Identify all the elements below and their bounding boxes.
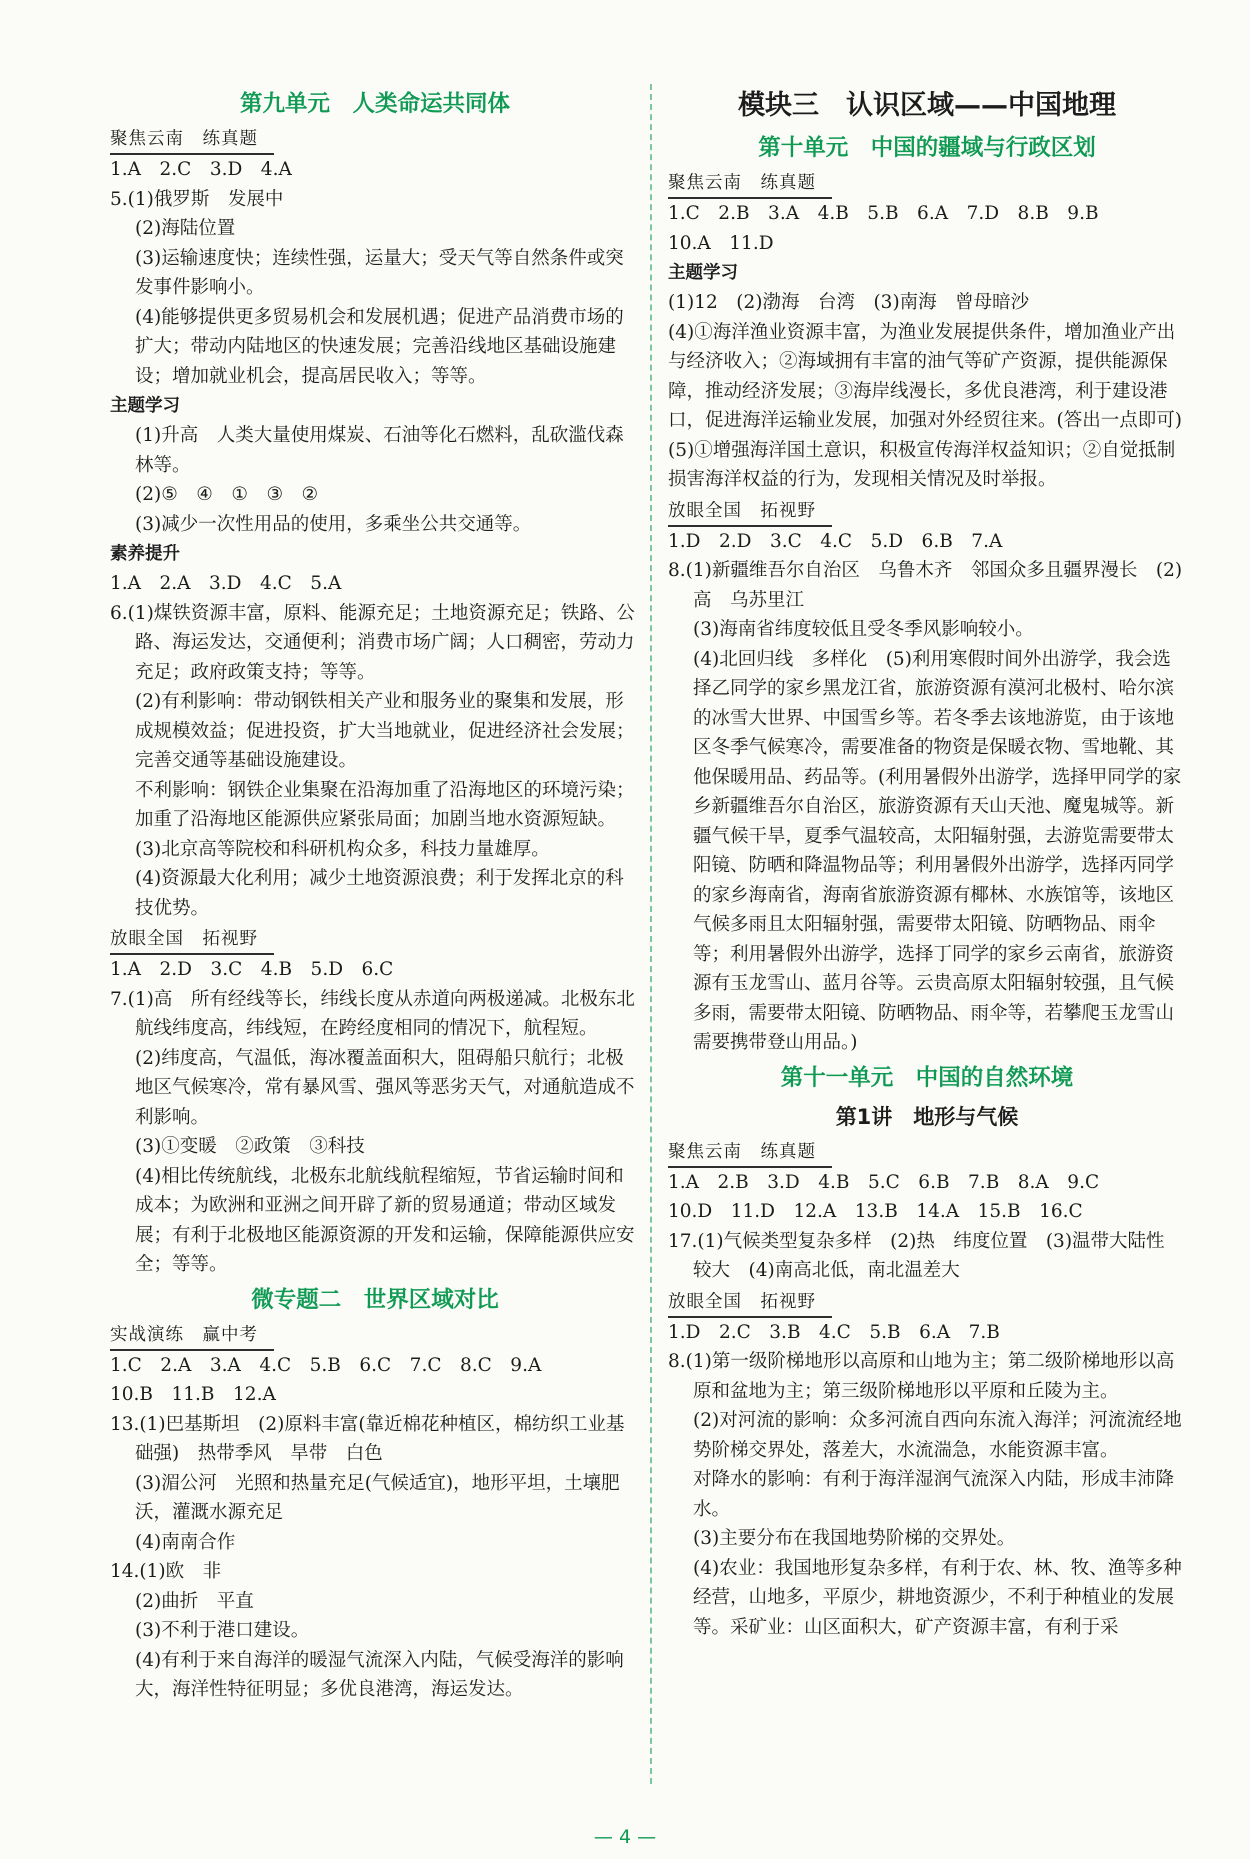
answer-line: (1)12 (2)渤海 台湾 (3)南海 曾母暗沙 [668,292,1030,313]
answer-line: (2)海陆位置 [135,218,236,239]
answer-line: 1.A 2.D 3.C 4.B 5.D 6.C [110,959,394,980]
answer-line: 10.A 11.D [668,232,774,254]
answer-line: 14.(1)欧 非 [110,1561,222,1582]
answer-line: 8.(1)新疆维吾尔自治区 乌鲁木齐 邻国众多且疆界漫长 (2)高 乌苏里江 [668,560,1183,611]
answer-line: 17.(1)气候类型复杂多样 (2)热 纬度位置 (3)温带大陆性 较大 (4)南高北低，南北温差大 [668,1230,1184,1281]
section-tag-yunnan: 聚焦云南 练真题 [668,170,832,199]
answer-line: (4)能够提供更多贸易机会和发展机遇；促进产品消费市场的扩大；带动内陆地区的快速发展；完善沿线地区基础设施建设；增加就业机会，提高居民收入；等等。 [135,306,624,387]
left-column [110,84,640,1705]
answer-line: 10.B 11.B 12.A [110,1384,276,1405]
answer-line: 1.D 2.C 3.B 4.C 5.B 6.A 7.B [668,1321,1000,1343]
answer-line: 5.(1)俄罗斯 发展中 [110,188,284,210]
right-column [668,84,1186,1642]
answer-line: (5)①增强海洋国土意识，积极宣传海洋权益知识；②自觉抵制损害海洋权益的行为，发现相关情况及时举报。 [668,439,1176,490]
answer-line: 对降水的影响：有利于海洋湿润气流深入内陆，形成丰沛降水。 [693,1469,1175,1520]
answer-line: (3)主要分布在我国地势阶梯的交界处。 [693,1528,1016,1549]
answer-line: 1.A 2.A 3.D 4.C 5.A [110,573,342,594]
answer-line: (4)北回归线 多样化 (5)利用寒假时间外出游学，我会选择乙同学的家乡黑龙江省，旅游资源有漠河北极村、哈尔滨的冰雪大世界、中国雪乡等。若冬季去该地游览，由于该地区冬季气候寒冷，需要准备的物资是保暖衣物、雪地靴、其他保暖用品、药品等。(利用暑假外出游学，选择甲同学的家乡新疆维吾尔自治区，旅游资源有天山天池、魔鬼城等。新疆气候干旱，夏季气温较高，太阳辐射强，去游览需要带太阳镜、防晒和降温物品等；利用暑假外出游学，选择丙同学的家乡海南省，海南省旅游资源有椰林、水族馆等，该地区气候多雨且太阳辐射强，需要带太阳镜、防晒物品、雨伞等；利用暑假外出游学，选择丁同学的家乡云南省，旅游资源有玉龙雪山、蓝月谷等。云贵高原太阳辐射较强，且气候多雨，需要带太阳镜、防晒物品、雨伞等，若攀爬玉龙雪山需要携带登山用品。) [693,648,1182,1053]
answer-line: 6.(1)煤铁资源丰富，原料、能源充足；土地资源充足；铁路、公路、海运发达，交通便利；消费市场广阔；人口稠密，劳动力充足；政府政策支持；等等。 [110,602,635,683]
answer-line: 1.A 2.C 3.D 4.A [110,159,292,180]
unit9-title: 第九单元 人类命运共同体 [239,91,510,117]
answer-line: (2)纬度高，气温低，海冰覆盖面积大，阻碍船只航行；北极地区气候寒冷，常有暴风雪、强风等恶劣天气，对通航造成不利影响。 [135,1047,635,1128]
section-tag-yunnan: 聚焦云南 练真题 [110,126,274,155]
answer-line: (2)有利影响：带动钢铁相关产业和服务业的聚集和发展，形成规模效益；促进投资，扩大当地就业，促进经济社会发展；完善交通等基础设施建设。 [135,691,635,771]
answer-line: 不利影响：钢铁企业集聚在沿海加重了沿海地区的环境污染；加重了沿海地区能源供应紧张局面；加剧当地水资源短缺。 [135,779,635,830]
answer-line: (4)有利于来自海洋的暖湿气流深入内陆，气候受海洋的影响大，海洋性特征明显；多优良港湾，海运发达。 [135,1649,624,1700]
section-tag-yunnan: 聚焦云南 练真题 [668,1139,832,1168]
answer-line: (3)海南省纬度较低且受冬季风影响较小。 [693,619,1034,640]
page-number: — 4 — [593,1826,657,1848]
answer-line: (2)曲折 平直 [135,1590,254,1612]
answer-line: (4)农业：我国地形复杂多样，有利于农、林、牧、渔等多种经营，山地多，平原少，耕地资源少，不利于种植业的发展等。采矿业：山区面积大，矿产资源丰富，有利于采 [693,1557,1182,1638]
answer-line: 1.C 2.B 3.A 4.B 5.B 6.A 7.D 8.B 9.B [668,203,1099,224]
answer-line: (3)北京高等院校和科研机构众多，科技力量雄厚。 [135,838,550,860]
column-divider [650,84,652,1784]
answer-line: 7.(1)高 所有经线等长，纬线长度从赤道向两极递减。北极东北航线纬度高，纬线短，在跨经度相同的情况下，航程短。 [110,988,635,1039]
answer-line: (3)不利于港口建设。 [135,1620,310,1641]
answer-line: 1.D 2.D 3.C 4.C 5.D 6.B 7.A [668,530,1003,552]
unit11-title: 第十一单元 中国的自然环境 [780,1064,1074,1091]
answer-line: (3)减少一次性用品的使用，多乘坐公共交通等。 [135,513,532,535]
section-tag-national: 放眼全国 拓视野 [110,926,274,955]
section-tag-national: 放眼全国 拓视野 [668,1289,832,1318]
unit10-title: 第十单元 中国的疆域与行政区划 [758,135,1096,161]
answer-line: (3)湄公河 光照和热量充足(气候适宜)，地形平坦，土壤肥沃，灌溉水源充足 [135,1472,620,1523]
subsection-literacy: 素养提升 [110,544,180,564]
answer-line: (4)相比传统航线，北极东北航线航程缩短，节省运输时间和成本；为欧洲和亚洲之间开辟了新的贸易通道；带动区域发展；有利于北极地区能源资源的开发和运输，保障能源供应安全；等等。 [135,1165,635,1275]
answer-line: (2)⑤ ④ ① ③ ② [135,484,319,505]
section-tag-practice: 实战演练 赢中考 [110,1322,274,1351]
answer-line: 8.(1)第一级阶梯地形以高原和山地为主；第二级阶梯地形以高原和盆地为主；第三级阶梯地形以平原和丘陵为主。 [668,1351,1175,1402]
lecture-title: 第1讲 地形与气候 [835,1104,1019,1129]
answer-line: (4)资源最大化利用；减少土地资源浪费；利于发挥北京的科技优势。 [135,868,624,919]
micro-topic-title: 微专题二 世界区域对比 [251,1286,499,1313]
answer-line: 1.C 2.A 3.A 4.C 5.B 6.C 7.C 8.C 9.A [110,1354,542,1376]
subsection-theme-study: 主题学习 [668,263,738,283]
answer-line: (2)对河流的影响：众多河流自西向东流入海洋；河流流经地势阶梯交界处，落差大，水流湍急，水能资源丰富。 [693,1410,1182,1461]
answer-line: 13.(1)巴基斯坦 (2)原料丰富(靠近棉花种植区，棉纺织工业基础强) 热带季风 旱带 白色 [110,1413,625,1464]
answer-line: (4)①海洋渔业资源丰富，为渔业发展提供条件，增加渔业产出与经济收入；②海域拥有丰富的油气等矿产资源，提供能源保障，推动经济发展；③海岸线漫长，多优良港湾，利于建设港口，促进海洋运输业发展，加强对外经贸往来。(答出一点即可) [668,321,1182,431]
module-title: 模块三 认识区域——中国地理 [738,90,1116,121]
answer-line: 1.A 2.B 3.D 4.B 5.C 6.B 7.B 8.A 9.C [668,1171,1100,1193]
answer-line: (4)南南合作 [135,1531,236,1553]
answer-line: (3)运输速度快；连续性强，运量大；受天气等自然条件或突发事件影响小。 [135,247,624,298]
answer-line: (3)①变暖 ②政策 ③科技 [135,1136,365,1157]
answer-line: (1)升高 人类大量使用煤炭、石油等化石燃料，乱砍滥伐森林等。 [135,425,624,476]
subsection-theme-study: 主题学习 [110,396,180,416]
section-tag-national: 放眼全国 拓视野 [668,498,832,527]
answer-line: 10.D 11.D 12.A 13.B 14.A 15.B 16.C [668,1201,1083,1222]
